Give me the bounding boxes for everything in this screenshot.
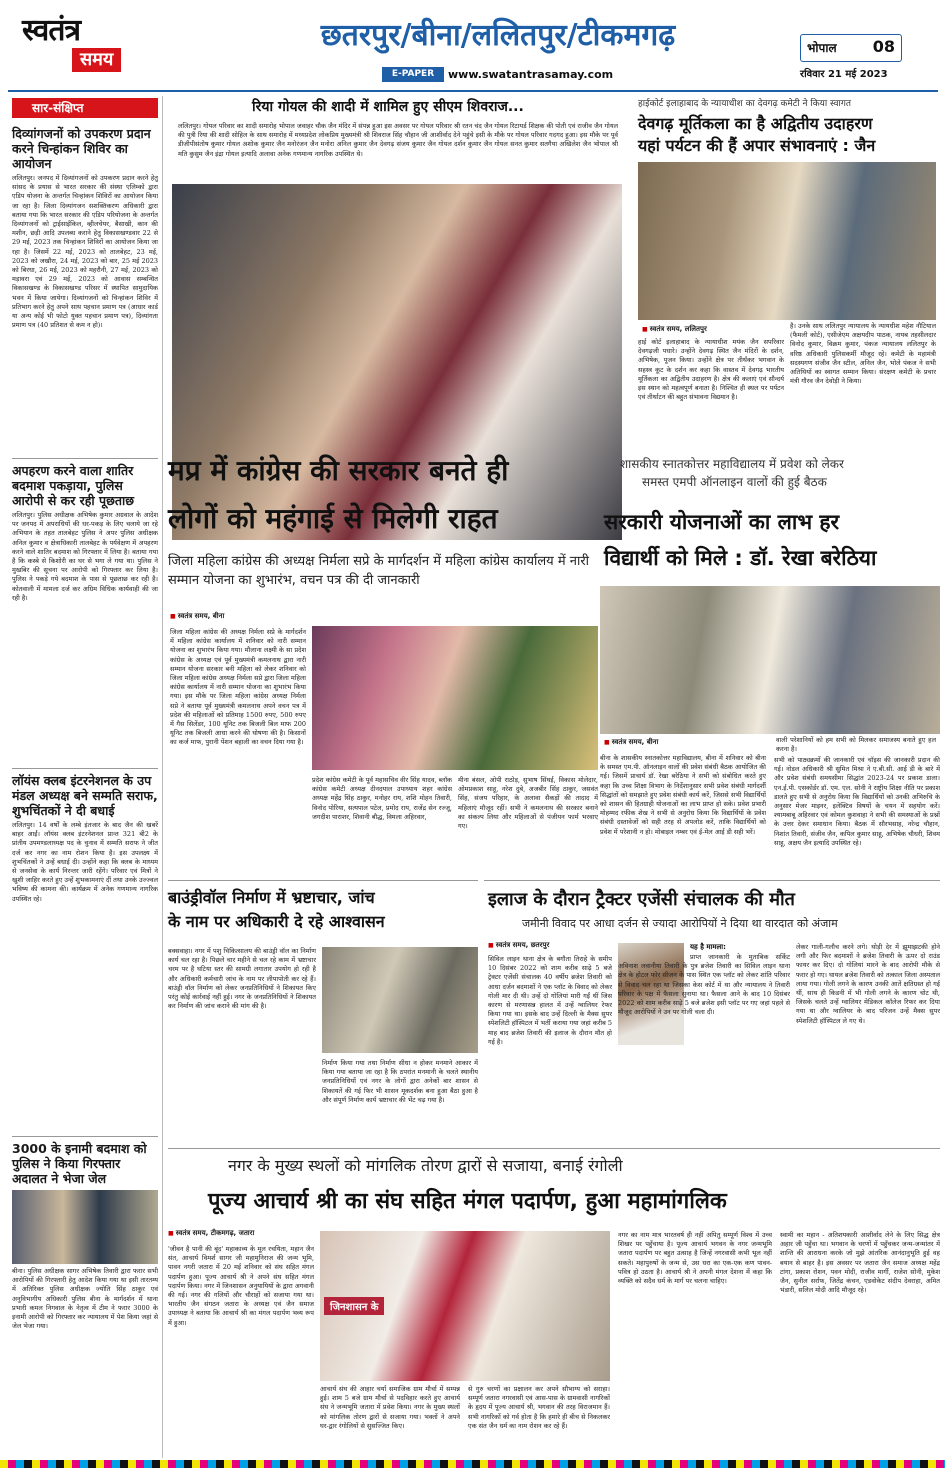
logo-top: स्वतंत्र <box>22 13 81 48</box>
website-link[interactable]: www.swatantrasamay.com <box>448 68 614 81</box>
edition-cities: छतरपुर/बीना/ललितपुर/टीकमगढ़ <box>320 18 676 53</box>
congress-story <box>168 446 598 876</box>
issue-date: रविवार 21 मई 2023 <box>800 69 888 80</box>
congress-headline-line1: मप्र में कांग्रेस की सरकार बनते ही <box>168 454 509 487</box>
deogarh-headline-line2: यहां पर्यटन की हैं अपार संभावनाएं : जैन <box>638 136 876 155</box>
acharya-banner: जिनशासन के <box>324 1297 384 1315</box>
edition-badge <box>800 34 902 62</box>
college-kicker-line1: शासकीय स्नातकोत्तर महाविद्यालय में प्रवेश को लेकर <box>620 457 844 471</box>
congress-deck: जिला महिला कांग्रेस की अध्यक्ष निर्मला सप्रे के मार्गदर्शन में महिला कांग्रेस कार्यालय में नारी सम्मान योजना का शुभारंभ, वचन पत्र की दी जानकारी <box>168 554 590 588</box>
college-photo <box>600 586 940 734</box>
congress-headline-line2: लोगों को महंगाई से मिलेगी राहत <box>168 502 498 535</box>
masthead-divider <box>8 90 938 92</box>
wedding-headline: रिया गोयल की शादी में शामिल हुए सीएम शिवराज... <box>252 99 524 115</box>
congress-photo <box>312 626 598 770</box>
boundary-body-col2: निर्माण किया गया तथा निर्माण सीधा न होकर मनमाने आकार में किया गया बताया जा रहा है कि ठपरांत मनमानी के चलते स्थानीय जनप्रतिनिधियों एवं नगर के लोगों द्वारा अनेकों बार शासन से शिकायतें की गई फिर भी शासन मूकदर्शक बना हुआ बैठा हुआ है और संपूर्ण निर्माण कार्य भ्रष्टाचार की भेंट चढ़ गया है। <box>322 1059 478 1104</box>
college-kicker-line2: समस्त एमपी ऑनलाइन वालों की हुई बैठक <box>642 475 827 489</box>
tractor-deck: जमीनी विवाद पर आधा दर्जन से ज्यादा आरोपियों ने दिया था वारदात को अंजाम <box>522 917 838 930</box>
boundary-body-col1: बक्सवाहा। नगर में पशु चिकित्सालय की बाउंड्री वॉल का निर्माण कार्य चल रहा है। पिछले चार महीने से चल रहे काम में भ्रष्टाचार चरम पर है घटिया स्तर की सामग्री लगातार उपयोग हो रही है और अधिकारी कर्मचारी जांच के नाम पर लीपापोती कर रहे हैं। बाउंड्री वॉल निर्माण को लेकर जनप्रतिनिधियों ने शिकायत किए परंतु कोई कार्रवाई नहीं हुई। नगर के जनप्रतिनिधियों ने शिकायत कर निर्माण की जांच कराने की मांग की है। <box>168 947 316 1011</box>
boundary-story <box>168 880 478 1171</box>
epaper-badge: E-PAPER <box>382 67 444 82</box>
sidebar-story-body: ललितपुर। 14 वर्षों के लम्बे इंतजार के बाद जैन की खबरें बाहर आईं। लॉयंस क्लब इंटरनेशनल प्रान्त 321 बी2 के प्रांतीय उपमण्डलाध्यक्ष पद के चुनाव में सम्मति सराफ ने जीत दर्ज कर नगर का नाम रोशन किया है। इस उपलक्ष्य में शुभचिंतकों ने उन्हें बधाई दी। उन्होंने कहा कि क्लब के माध्यम से जनसेवा के कार्य निरन्तर जारी रहेंगे। परिवार एवं मित्रों ने खुशी जाहिर करते हुए उन्हें शुभकामनाएं दीं तथा उनके उज्ज्वल भविष्य की कामना की। कार्यक्रम में अनेक गणमान्य नागरिक उपस्थित रहे। <box>12 821 158 903</box>
deogarh-story <box>632 96 940 442</box>
sidebar-story-body: बीना। पुलिस अधीक्षक सागर अभिषेक तिवारी द्वारा फरार सभी आरोपियों की गिरफ्तारी हेतु आदेश किया गया था इसी तारतम्य में अतिरिक्त पुलिस अधीक्षक ज्योति सिंह ठाकुर एवं अनुविभागीय अधिकारी पुलिस बीना के मार्गदर्शन में थाना प्रभारी कमल निगवाल के नेतृत्व में टीम ने फरार 3000 के इनामी आरोपी को गिरफ्तार कर न्यायालय में पेश किया जहां से जेल भेजा गया। <box>12 1267 158 1331</box>
deogarh-headline-line1: देवगढ़ मूर्तिकला का है अद्वितीय उदाहरण <box>638 114 873 133</box>
color-strip <box>0 1460 945 1468</box>
tractor-body-col2: प्राप्त जानकारी के मुताबिक सर्किट अविनाश लवानीया तिवारी के पुत्र ब्रजेश तिवारी का सिविल लाइन थाना क्षेत्र के होटल फोर सीजन के पास स्थित एक प्लॉट को लेकर शांति परिवार से विवाद चल रहा था जिसका केस कोर्ट में था और न्यायालय ने तिवारी परिवार के पक्ष में फैसला सुनाया था। फैसला आने के बाद 10 दिसंबर 2022 को शाम करीब साढ़े 5 बजे ब्रजेश इसी प्लॉट पर गए जहां पहले से मौजूद आरोपियों ने उन पर गोली चला दी। <box>618 953 790 1017</box>
boundary-headline-line1: बाउंड्रीवॉल निर्माण में भ्रष्टाचार, जांच <box>168 888 375 907</box>
acharya-byline: ■ स्वतंत्र समय, टीकमगढ़, जतारा <box>168 1229 254 1238</box>
edition-name: भोपाल <box>807 41 837 55</box>
college-caption-right: वाली परेशानियों को हम सभी को मिलकर समाजस्य बनाते हुए हल करना है। <box>776 736 936 754</box>
sidebar-story <box>12 458 158 763</box>
congress-body-col3: मीना बंसल, ओपी राठोड़, सुभाष सिंघई, विकास मोलेदार, ओमप्रकाश साहू, नरेश दुबे, अजबीर सिंह ठाकुर, जसवंत सिंह, संजय परिहार, के अलावा सैकड़ों की तादाद में महिलाएं मौजूद रहीं। सभी ने कमलनाथ की सरकार बनाने का संकल्प लिया और महिलाओं से पंजीयन फार्म भरवाए गए। <box>458 776 598 831</box>
congress-byline: ■ स्वतंत्र समय, बीना <box>170 612 224 621</box>
sidebar-story <box>12 768 158 1173</box>
acharya-body-col1: 'जीवन है पानी की बूंद' महाकाव्य के मूल रचयिता, महान जैन संत, आचार्य विमर्श सागर जी महामुनिराज की जन्म भूमि, पावन नगरी जतारा में 20 मई शनिवार को संघ सहित मंगल पदार्पण हुआ। पूज्य आचार्य श्री ने अपने संघ सहित मंगल पदार्पण किया। नगर में जिनशासन अनुयायियों के द्वारा अगवानी की गई। नगर की गलियों और चौराहों को सजाया गया था। भारतीय जैन संगठन जतारा के अध्यक्ष एवं जैन समाज उपाध्यक्ष ने बताया कि आचार्य श्री का मंगल पदार्पण भव्य रूप में हुआ। <box>168 1245 314 1327</box>
college-headline-line1: सरकारी योजनाओं का लाभ हर <box>604 510 840 534</box>
tractor-byline: ■ स्वतंत्र समय, छतरपुर <box>488 941 549 950</box>
acharya-body-col3: से गुरु चरणों का प्रक्षालन कर अपने सौभाग्य को सराहा। सम्पूर्ण जतारा नगरवासी एवं आस-पास के ग्रामवासी नागरिकों के हृदय में पूज्य आचार्य श्री, भगवान की तरह विराजमान हैं। सभी नागरिकों को गर्व होता है कि हमारे ही बीच से निकलकर एक संत जैन धर्म का नाम रोशन कर रहे हैं। <box>468 1385 610 1430</box>
congress-body-col2: प्रदेश कांग्रेस कमेटी के पूर्व महासचिव वीर सिंह यादव, ब्लॉक कांग्रेस कमेटी अध्यक्ष दीनदयाल उपाध्याय शहर कांग्रेस अध्यक्ष महेंद्र सिंह ठाकुर, मनोहर राय, शशि मोहन तिवारी, विनोद पोरिया, सत्यपाल पटेल, प्रमोद राय, राजेंद्र सेन रज्जू, जगदीश पाराशर, शिवानी बौद्ध, विमला अहिरवार, <box>312 776 452 821</box>
tractor-story <box>484 880 940 1171</box>
sidebar-header-label: सार-संक्षिप्त <box>32 101 84 115</box>
deogarh-kicker: हाईकोर्ट इलाहाबाद के न्यायाधीश का देवगढ़ कमेटी ने किया स्वागत <box>638 99 852 109</box>
sidebar-story-title: दिव्यांगजनों को उपकरण प्रदान करने चिन्हांकन शिविर का आयोजन <box>12 126 151 171</box>
sidebar <box>8 96 163 1458</box>
college-body-col2: सभी को पाठ्यक्रमों की जानकारी एवं चॉइस की जानकारी प्रदान की गई। नोडल अधिकारी श्री सुमित मिश्रा ने ए.बी.सी. आई डी के बारे में और प्रवेश संबंधी समयसीमा सिद्धांत 2023-24 पर प्रकाश डाला। एन.ई.पी. एसकोर्डर डॉ. एम. एल. सोनी ने राष्ट्रीय शिक्षा नीति पर प्रकाश डालते हुए सभी से अनुरोध किया कि विद्यार्थियों को उनकी अभिरुचि के अनुसार मेजर माइनर, इलेक्टिव विषयों के चयन में सहयोग करें। श्यामबाबू अहिरवार एवं कोमल कुशवाहा ने सभी की समस्याओं के प्रश्नों के उत्तर देकर समाधान किया। बैठक में सौरभसाह, नरेन्द्र चौहान, निशांत तिवारी, संजीव जैन, कपिल कुमार साहू, अभिषेक चौधरी, शिवम साहू, अक्षय जैन इत्यादि उपस्थित रहे। <box>774 756 940 847</box>
acharya-body-col5: स्वामी का महान - अतिशयकारी आशीर्वाद लेने के लिए सिद्ध क्षेत्र अहार जी पहुँचा था। भगवान के चरणों में पहुँचकर जन्म-जन्मांतर में शान्ति की आराधना करके जो मुझे आंतरिक आनंदानुभूति हुई वह बयान से बाहर है। इस अवसर पर जतारा जैन समाज अध्यक्ष महेंद्र टांगा, प्रकाश रोशन, पवन मोदी, राजीव मार्गी, राजेश सोनी, मुकेश जैन, सुनील सर्राफ, जितेंद्र कंचन, एडवोकेट संदीप देवराहा, अमित भंडारी, सलिल मोदी आदि मौजूद रहे। <box>780 1231 940 1295</box>
sidebar-story-title: अपहरण करने वाला शातिर बदमाश पकड़ाया, पुलिस आरोपी से कर रही पूछताछ <box>12 463 135 508</box>
college-story <box>600 452 940 878</box>
sidebar-story-body: ललितपुर। पुलिस अधीक्षक अभिषेक कुमार अग्रवाल के आदेश पर जनपद में अपराधियों की धर-पकड़ के लिए चलाये जा रहे अभियान के तहत तालबेहट पुलिस ने अपर पुलिस अधीक्षक अनिल कुमार व क्षेत्राधिकारी तालबेहट के पर्यवेक्षण में अपहरण करने वाले शातिर बदमाश को गिरफ्तार में लिया है। बताया गया है कि कस्बे से किशोरी का घर से भगा ले गया था। पुलिस ने मुखबिर की सूचना पर आरोपी को गिरफ्तार कर लिया है। पुलिस ने पकड़े गये बदमाश के पास से पूछताछ कर रही है। कोतवाली में मामला दर्ज कर अग्रिम विधिक कार्यवाही की जा रही है। <box>12 511 158 602</box>
logo-bottom: समय <box>72 48 121 72</box>
police-photo <box>12 1190 158 1264</box>
boundary-headline-line2: के नाम पर अधिकारी दे रहे आश्वासन <box>168 912 385 931</box>
sidebar-story-title: लॉयंस क्लब इंटरनेशनल के उप मंडल अध्यक्ष बने सम्मति सराफ, शुभचिंतकों ने दी बधाई <box>12 773 158 818</box>
deogarh-body-col1: हाई कोर्ट इलाहाबाद के न्यायाधीश मयंक जैन सपरिवार देवगढ़जी पधारे। उन्होंने देवगढ़ स्थित जैन मंदिरों के दर्शन, अभिषेक, पूजन किया। उन्होंने क्षेत्र पर तीर्थंकर भगवान के सहस्त्र कूट के दर्शन कर कहा कि वास्तव में देवगढ़ भारतीय मूर्तिकला का अद्वितीय उदाहरण है। क्षेत्र की कलाएं एवं सौन्दर्य इस स्थान को महत्वपूर्ण बनाता है। निश्चित ही स्थल पर पर्यटन एवं तीर्थाटन की बहुत संभावना विद्यमान है। <box>638 338 784 402</box>
deogarh-photo <box>638 162 936 320</box>
sidebar-header <box>12 98 158 118</box>
acharya-headline: पूज्य आचार्य श्री का संघ सहित मंगल पदार्पण, हुआ महामांगलिक <box>208 1189 727 1214</box>
tractor-headline: इलाज के दौरान ट्रैक्टर एजेंसी संचालक की मौत <box>488 889 795 910</box>
sidebar-story <box>12 126 158 426</box>
congress-body-col1: जिला महिला कांग्रेस की अध्यक्ष निर्मला सप्रे के मार्गदर्शन में महिला कांग्रेस कार्यालय में शनिवार को नारी सम्मान योजना का शुभारंभ किया गया। मौलाना लक्ष्मी के सा प्रदेश कांग्रेस के अध्यक्ष एवं पूर्व मुख्यमंत्री कमलनाथ द्वारा नारी सम्मान योजना सरकार बनी महिला को लेकर शनिवार को जिला महिला कांग्रेस अध्यक्ष निर्मला सप्रे द्वारा जिला महिला कांग्रेस कार्यालय में नारी सम्मान योजना का शुभारंभ किया गया। इस मौके पर जिला महिला कांग्रेस अध्यक्ष निर्मला सप्रे ने बताया पूर्व मुख्यमंत्री कमलनाथ अपने वचन पत्र में प्रदेश की महिलाओं को प्रतिमाह 1500 रुपए, 500 रुपए में गैस सिलेंडर, 100 यूनिट तक बिजली बिल माफ 200 यूनिट तक बिजली आधा करने की घोषणा की है। किसानों का कर्ज माफ, पुरानी पेंशन बहाली का वचन दिया गया है। <box>170 628 306 747</box>
masthead <box>0 0 945 92</box>
sidebar-story-body: ललितपुर। जनपद में दिव्यांगजनों को उपकरण प्रदान करने हेतु सांसद के प्रयास से भारत सरकार की संस्था एलिम्को द्वारा एडिप योजना के अन्तर्गत चिन्हांकन शिविरों का आयोजन किया जा रहा है। जिला दिव्यांगजन सशक्तिकरण अधिकारी द्वारा बताया गया कि भारत सरकार की एडिप परियोजना के अन्तर्गत दिव्यांगजनों को ट्राईसाईकिल, व्हीलचेयर, बैसाखी, कान की मशीन, छड़ी आदि उपलब्ध कराने हेतु विकासखण्डवार 22 से 29 मई, 2023 तक चिन्हांकन शिविरों का आयोजन किया जा रहा है। जिसमें 22 मई, 2023 को तालबेहट, 23 मई, 2023 को जखौरा, 24 मई, 2023 को बार, 25 मई 2023 को बिरधा, 26 मई, 2023 को महरौनी, 27 मई, 2023 को मड़ावरा एवं 29 मई, 2023 को आवास सम्बन्धित विकासखण्ड के विकासखण्ड परिसर में स्थापित सामुदायिक भवन में किया जायेगा। दिव्यांगजनों को चिन्हांकन शिविर में प्रतिभाग करने हेतु अपने साथ पहचान प्रमाण पत्र (आधार कार्ड या अन्य कोई भी फोटो युक्त पहचान प्रमाण पत्र), दिव्यांगता प्रमाण पत्र (40 प्रतिशत से कम न हो)। <box>12 174 158 330</box>
deogarh-body-col2: है। उनके साथ ललितपुर न्यायालय के न्यायधीश महेश नौटियाल (फैमली कोर्ट), एसीजेएम अक्षयदीप पाठक, नायब तहसीलदार विनोद कुमार, विक्रम कुमार, पंकज न्यायालय ललितपुर के वरिष्ठ अधिकारी पुलिसकर्मी मौजूद रहे। कमेटी के महामंत्री सदस्यगण संजीव जैन स्टील, अनिल जैन, भोले पंकज ने सभी अतिथियों का स्वागत सम्मान किया। संरक्षण कमेटी के प्रचार मंत्री गौरव जैन देवोड़ी ने किया। <box>790 322 936 386</box>
college-headline-line2: विद्यार्थी को मिले : डॉ. रेखा बरेठिया <box>604 546 877 570</box>
logo <box>22 14 182 80</box>
sidebar-story-title: 3000 के इनामी बदमाश को पुलिस ने किया गिरफ्तार अदालत ने भेजा जेल <box>12 1141 147 1186</box>
acharya-story <box>168 1148 940 1461</box>
boundary-photo <box>322 947 478 1053</box>
page-number: 08 <box>872 37 895 56</box>
college-byline: ■ स्वतंत्र समय, बीना <box>604 738 658 747</box>
college-body-col1: बीना के शासकीय स्नातकोत्तर महाविद्यालय, बीना में शनिवार को बीना के समस्त एम.पी. ऑनलाइन वालों की प्रवेश संबंधी बैठक आयोजित की गई। जिसमें प्राचार्य डॉ. रेखा बरेठिया ने सभी को संबोधित करते हुए कहा कि उच्च शिक्षा विभाग के निर्देशानुसार सभी प्रवेश संबंधी मार्गदर्शी सिद्धांतों को समझाते हुए प्रवेश संबंधी कार्य करें, जिससे सभी विद्यार्थियों को शासन की हितग्राही योजनाओं का लाभ प्राप्त हो सके। प्रवेश प्रभारी मोहम्मद रफीक शेख ने सभी से अनुरोध किया कि विद्यार्थियों के प्रवेश संबंधी दस्तावेजों को सही तरह से अपलोड करें, ताकि विद्यार्थियों को प्रवेश में परेशानी न हो। मोबाइल नम्बर एवं ई-मेल आई डी सही भरें। <box>600 754 766 836</box>
sidebar-story <box>12 1136 158 1461</box>
tractor-body-col3: लेकर गाली-गलौच करने लगे। थोड़ी देर में झूमाझटकी होने लगी और फिर बदमाशों ने ब्रजेश तिवारी के ऊपर दो राउंड फायर कर दिए। दो गोलियां मारने के बाद आरोपी मौके से फरार हो गए। घायल ब्रजेश तिवारी को तत्काल जिला अस्पताल लाया गया। गोली लगने के कारण उनकी आतें क्षतिग्रस्त हो गई थीं, साथ ही किडनी में भी गोली लगने के कारण चोट थी, जिसके चलते उन्हें ग्वालियर मेडिकल कॉलेज रिफर कर दिया गया था और ग्वालियर के बाद परिजन उन्हें मैक्स सुपर स्पेशलिटी हॉस्पिटल ले गए थे। <box>796 943 940 1025</box>
acharya-body-col4: नगर का नाम मात्र भारतवर्ष ही नहीं अपितु सम्पूर्ण विश्व में उच्च शिखर पर पहुँचाया है। पूज्य आचार्य भगवन के नगर जन्मभूमि जतारा पदार्पण पर बहुत उत्साह है जिन्हें नगरवासी कभी भूल नहीं सकते। महापुरुषों के जन्म से, उस धरा का एक-एक कण पावन-पवित्र हो उठता है। आचार्य श्री ने अपनी मंगल देशना में कहा कि व्यक्ति को सदैव धर्म के मार्ग पर चलना चाहिए। <box>618 1231 772 1286</box>
wedding-body: ललितपुर। गोयल परिवार का शादी समारोह भोपाल जवाहर चौक जैन मंदिर में संपन्न हुआ इस अवसर पर गोयल परिवार श्री रतन चंद जैन गोयल रिटायर्ड शिक्षक की पोती एवं राजीव जैन गोयल की पुत्री रिया की शादी सोहिल के साथ समारोह में मध्यप्रदेश लोकप्रिय मुख्यमंत्री श्री शिवराज सिंह चौहान जी आशीर्वाद देने पहुंचे इसी के मौके पर गोयल परिवार गदगद हुआ। इस मौके पर पूर्व डीजीपीसंतोष कुमार गोयल अशोक कुमार जैन मनोरंजन जैन मनोरा अनिल कुमार जैन देवगढ़ संजय कुमार जैन गोयल दर्शन कुमार जैन गोयल सनत कुमार सतगैया अखिलेश जैन भोपाल श्री मति कुसुम जैन इंद्रा गोयल इत्यादि अलावा अनेक गणमान्य नागरिक उपस्थित थे। <box>178 122 618 158</box>
tractor-caption-label: यह है मामला: <box>690 943 726 951</box>
acharya-kicker: नगर के मुख्य स्थलों को मांगलिक तोरण द्वारों से सजाया, बनाई रंगोली <box>228 1156 623 1175</box>
wedding-story <box>172 96 622 442</box>
deogarh-byline: ■ स्वतंत्र समय, ललितपुर <box>642 325 707 334</box>
acharya-body-col2: आचार्य संघ की आहार चर्या समाजिक ग्राम मौर्चा में सम्पन्न हुई। शाम 5 बजे ग्राम मौर्चा से पदविहार करते हुए आचार्य संघ ने जन्मभूमि जतारा में प्रवेश किया। नगर के मुख्य स्थलों को मांगलिक तोरण द्वारों से सजाया गया। भक्तों ने अपने घर-द्वार रंगोलियों से सुसज्जित किए। <box>320 1385 460 1430</box>
tractor-body-col1: सिविल लाइन थाना क्षेत्र के बगौता तिराहे के समीप 10 दिसंबर 2022 को शाम करीब साढ़े 5 बजे ट्रेक्टर एजेंसी संचालक 40 वर्षीय ब्रजेश तिवारी को आधा दर्जन बदमाशों ने एक प्लॉट के विवाद को लेकर गोली मार दी थी। उन्हें दो गोलियां मारी गईं थीं जिस कारण से मरणासन्न हालत में उन्हें ग्वालियर रेफर किया गया था। इसके बाद उन्हें दिल्ली के मैक्स सुपर स्पेशलिटी हॉस्पिटल में भर्ती कराया गया जहां करीब 5 माह बाद ब्रजेश तिवारी की इलाज के दौरान मौत हो गई है। <box>488 955 612 1046</box>
